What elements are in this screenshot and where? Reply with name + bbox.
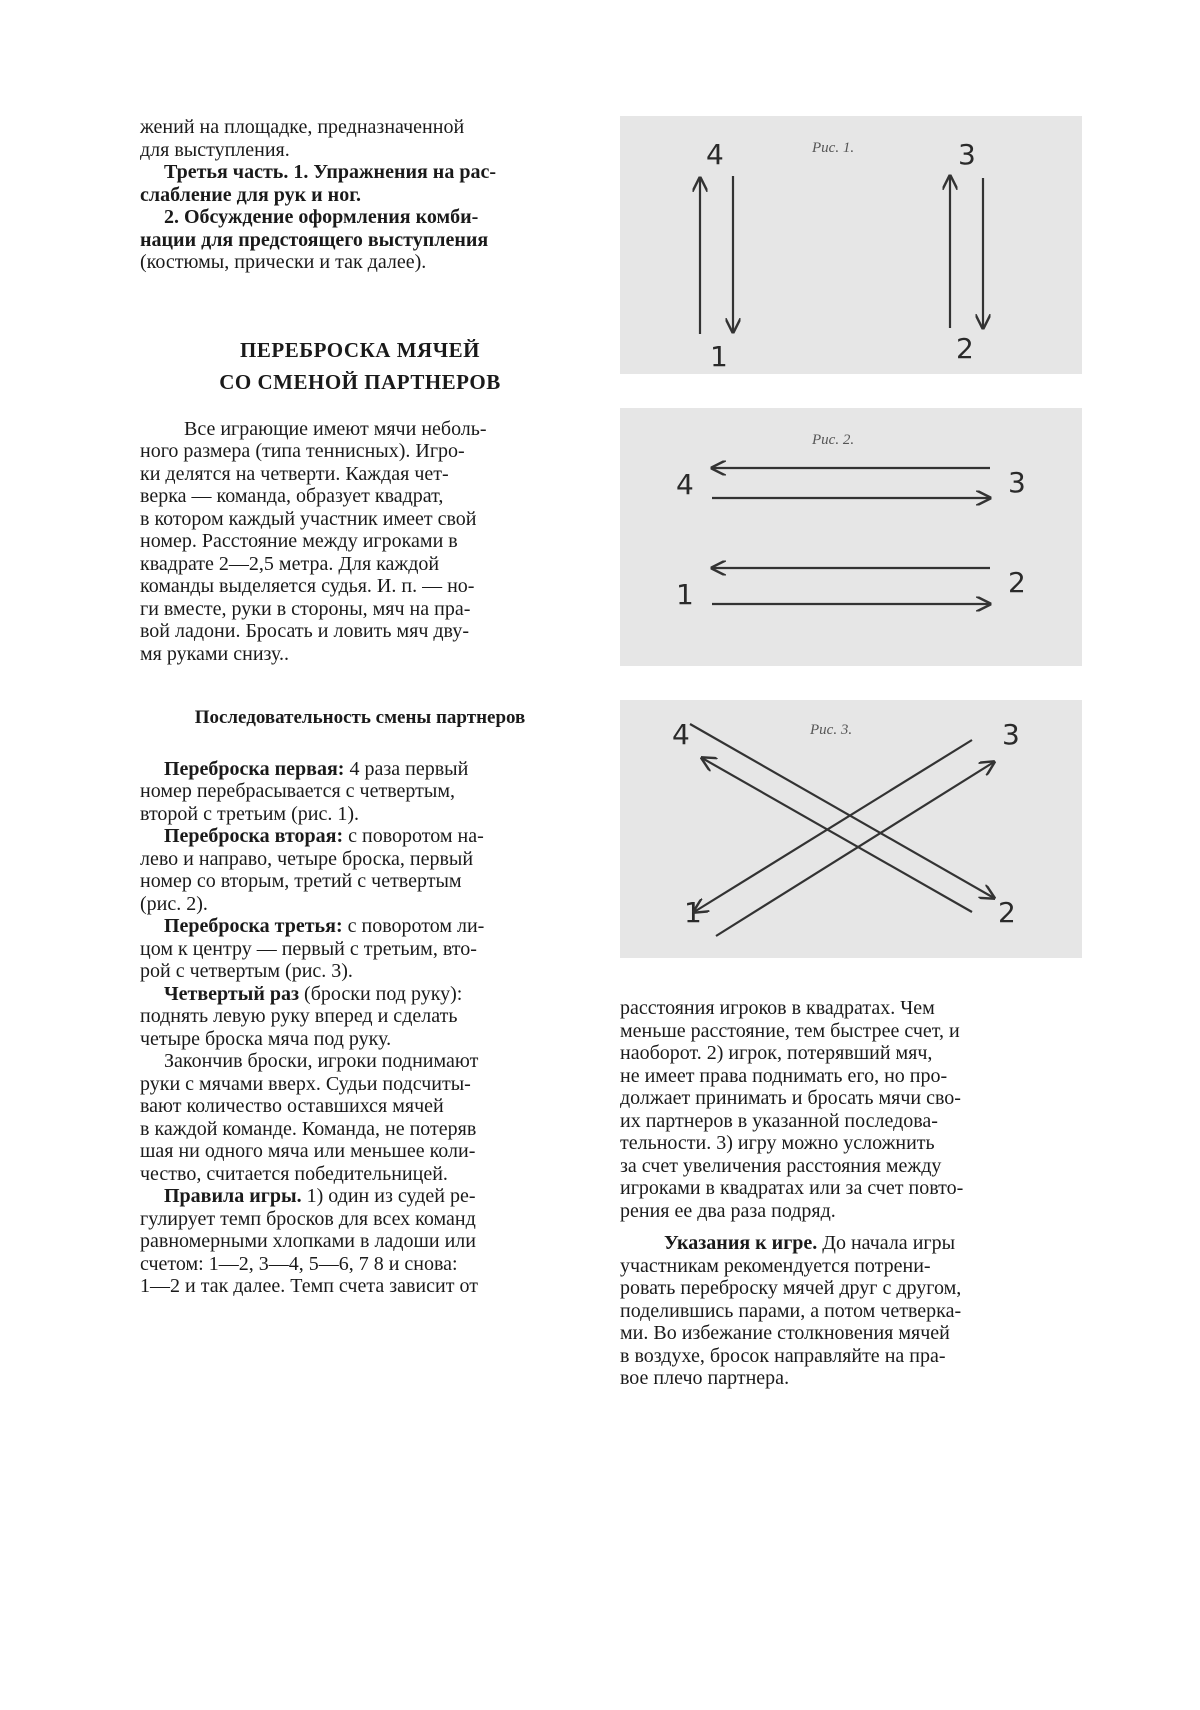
part3-item2-cont: нации для предстоящего выступления (140, 228, 489, 251)
figure-2-drawing (620, 408, 1082, 666)
rules-label: Правила игры. (164, 1185, 302, 1207)
rules-cont-line: не имеет права поднимать его, но про- (620, 1064, 948, 1087)
desc-line: команды выделяется судья. И. п. — но- (140, 575, 475, 597)
second-text: с поворотом на- (343, 825, 484, 847)
arrow-3-to-1 (694, 740, 972, 912)
desc-line: ги вместе, руки в стороны, мяч на пра- (140, 597, 471, 620)
intro-line: для выступления. (140, 138, 290, 161)
first-text: 4 раза первый (344, 757, 469, 780)
finish-line: в каждой команде. Команда, не потеряв (140, 1117, 477, 1140)
fourth-text: поднять левую руку вперед и сделать (140, 1005, 458, 1027)
figure-2 (620, 408, 1082, 666)
finish-line: вают количество оставшихся мячей (140, 1095, 444, 1117)
arrow-2-to-4 (702, 758, 972, 912)
arrow-1-to-3 (716, 762, 994, 936)
left-column (140, 116, 580, 1298)
player-number-4: 4 (676, 468, 694, 501)
player-number-1: 1 (676, 578, 694, 611)
rules-line: 1—2 и так далее. Темп счета зависит от (140, 1275, 478, 1297)
rules-line: гулирует темп бросков для всех команд (140, 1207, 476, 1230)
second-text: номер со вторым, третий с четвертым (140, 870, 462, 892)
player-number-2: 2 (1008, 566, 1026, 599)
rules-cont-line: рения ее два раза подряд. (620, 1199, 836, 1222)
figure-3 (620, 700, 1082, 958)
rules-cont-line: их партнеров в указанной последова- (620, 1109, 938, 1132)
third-text: цом к центру — первый с третьим, вто- (140, 937, 477, 960)
fourth-text: (броски под руку): (299, 982, 463, 1005)
part3-item2-cont: (костюмы, прически и так далее). (140, 251, 427, 273)
desc-line: Все играющие имеют мячи неболь- (184, 417, 487, 440)
player-number-2: 2 (956, 332, 974, 365)
tips-label: Указания к игре. (664, 1232, 818, 1254)
subsection-title: Последовательность смены партнеров (194, 707, 526, 728)
first-text: второй с третьим (рис. 1). (140, 802, 359, 825)
desc-line: номер. Расстояние между игроками в (140, 530, 458, 552)
part3-item2: 2. Обсуждение оформления комби- (164, 206, 479, 228)
finish-line: чество, считается победительницей. (140, 1162, 448, 1185)
desc-line: квадрате 2—2,5 метра. Для каждой (140, 552, 440, 575)
tips-line: участникам рекомендуется потрени- (620, 1254, 931, 1277)
rules-cont-line: за счет увеличения расстояния между (620, 1154, 942, 1177)
figure-3-drawing (620, 700, 1082, 958)
section-title: ПЕРЕБРОСКА МЯЧЕЙ (240, 337, 480, 362)
rules-cont-line: игроками в квадратах или за счет повто- (620, 1177, 964, 1199)
tips-line: ровать переброску мячей друг с другом, (620, 1277, 962, 1299)
player-number-2: 2 (998, 896, 1016, 929)
first-text: номер перебрасывается с четвертым, (140, 780, 455, 802)
player-number-3: 3 (958, 138, 976, 171)
figure-1-label: Рис. 1. (812, 140, 855, 156)
desc-line: в котором каждый участник имеет свой (140, 507, 477, 530)
third-label: Переброска третья: (164, 915, 343, 937)
rules-cont-line: меньше расстояние, тем быстрее счет, и (620, 1019, 960, 1042)
player-number-4: 4 (706, 138, 724, 171)
rules-cont-line: должает принимать и бросать мячи сво- (620, 1087, 961, 1109)
tips-line: поделившись парами, а потом четверка- (620, 1299, 962, 1322)
player-number-3: 3 (1002, 718, 1020, 751)
second-label: Переброска вторая: (164, 825, 344, 847)
rules-text: 1) один из судей ре- (301, 1185, 476, 1207)
figure-2-label: Рис. 2. (812, 432, 855, 448)
rules-cont-line: тельности. 3) игру можно усложнить (620, 1132, 935, 1154)
section-title: СО СМЕНОЙ ПАРТНЕРОВ (219, 369, 501, 394)
finish-line: руки с мячами вверх. Судьи подсчиты- (140, 1072, 471, 1095)
figure-1 (620, 116, 1082, 374)
desc-line: ки делятся на четверти. Каждая чет- (140, 462, 449, 485)
tips-line: вое плечо партнера. (620, 1367, 790, 1389)
finish-line: шая ни одного мяча или меньшее коли- (140, 1140, 476, 1162)
tips-text: До начала игры (817, 1232, 956, 1254)
player-number-1: 1 (710, 340, 728, 373)
finish-line: Закончив броски, игроки поднимают (164, 1050, 479, 1072)
player-number-3: 3 (1008, 466, 1026, 499)
fourth-text: четыре броска мяча под руку. (140, 1027, 392, 1050)
intro-line: жений на площадке, предназначенной (140, 116, 465, 138)
player-number-4: 4 (672, 718, 690, 751)
tips-line: ми. Во избежание столкновения мячей (620, 1322, 950, 1344)
figure-3-label: Рис. 3. (810, 722, 853, 738)
third-text: рой с четвертым (рис. 3). (140, 960, 353, 982)
first-label: Переброска первая: (164, 757, 345, 780)
rules-cont-line: наоборот. 2) игрок, потерявший мяч, (620, 1042, 933, 1064)
rules-line: счетом: 1—2, 3—4, 5—6, 7 8 и снова: (140, 1252, 458, 1275)
second-text: (рис. 2). (140, 892, 208, 915)
desc-line: ного размера (типа теннисных). Игро- (140, 440, 465, 462)
third-text: с поворотом ли- (342, 915, 485, 937)
right-column (620, 997, 1092, 1390)
player-number-1: 1 (684, 896, 702, 929)
fourth-label: Четвертый раз (164, 982, 300, 1005)
desc-line: мя руками снизу.. (140, 642, 290, 665)
part3-title: Третья часть. 1. Упражнения на рас- (164, 161, 496, 183)
tips-line: в воздухе, бросок направляйте на пра- (620, 1344, 946, 1367)
desc-line: вой ладони. Бросать и ловить мяч дву- (140, 620, 469, 642)
second-text: лево и направо, четыре броска, первый (140, 847, 474, 870)
arrow-4-to-2 (690, 724, 994, 898)
rules-cont-line: расстояния игроков в квадратах. Чем (620, 997, 935, 1019)
rules-line: равномерными хлопками в ладоши или (140, 1230, 476, 1252)
figure-1-drawing (620, 116, 1082, 374)
desc-line: верка — команда, образует квадрат, (140, 485, 444, 507)
part3-title-cont: слабление для рук и ног. (140, 183, 362, 206)
